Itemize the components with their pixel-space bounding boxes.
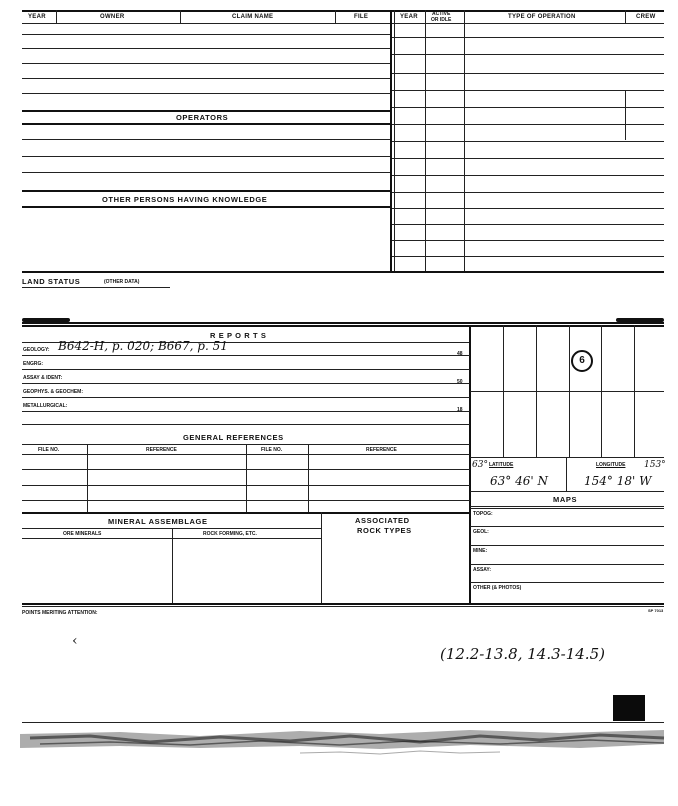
report-label-geology: GEOLOGY:	[23, 347, 50, 353]
associated-rock-types-line1: ASSOCIATED	[355, 516, 410, 525]
maps-topog: TOPOG:	[473, 511, 493, 517]
report-label-metallurgical: METALLURGICAL:	[23, 403, 68, 409]
operators-label: OPERATORS	[176, 113, 229, 122]
header-active-line2: OR IDLE	[431, 17, 452, 23]
genref-header-reference-2: REFERENCE	[366, 447, 397, 453]
other-persons-label: OTHER PERSONS HAVING KNOWLEDGE	[102, 195, 268, 204]
reports-title: R E P O R T S	[210, 331, 267, 340]
genref-header-file-no-2: FILE NO.	[261, 447, 283, 453]
header-file: FILE	[354, 14, 369, 20]
associated-rock-types-line2: ROCK TYPES	[357, 526, 412, 535]
header-owner: OWNER	[100, 14, 125, 20]
header-year: YEAR	[28, 14, 46, 20]
maps-geol: GEOL:	[473, 529, 489, 535]
header-year-2: YEAR	[400, 14, 418, 20]
genref-header-file-no-1: FILE NO.	[38, 447, 60, 453]
form-code: SP 7013	[648, 608, 664, 613]
maps-title: MAPS	[553, 495, 578, 504]
report-label-engrg: ENGRG:	[23, 361, 43, 367]
mineral-assemblage-title: MINERAL ASSEMBLAGE	[108, 517, 208, 526]
header-claim-name: CLAIM NAME	[232, 14, 274, 20]
stray-mark: ‹	[72, 633, 78, 649]
circled-location-marker	[571, 350, 593, 372]
general-references-title: GENERAL REFERENCES	[183, 433, 284, 442]
maps-assay: ASSAY:	[473, 567, 492, 573]
longitude-suffix: 153°	[644, 460, 666, 470]
genref-header-reference-1: REFERENCE	[146, 447, 177, 453]
longitude-value: 154° 18' W	[584, 474, 652, 488]
latitude-prefix: 63°	[472, 460, 488, 470]
report-label-geophys: GEOPHYS. & GEOCHEM:	[23, 389, 84, 395]
scan-noise-strip	[0, 718, 678, 778]
report-number-metallurgical: 18	[457, 407, 463, 413]
maps-other: OTHER (& PHOTOS)	[473, 585, 522, 591]
report-label-assay: ASSAY & IDENT:	[23, 375, 63, 381]
longitude-label: LONGITUDE	[596, 462, 626, 468]
handwritten-range-note: (12.2-13.8, 14.3-14.5)	[440, 645, 605, 663]
header-type-of-operation: TYPE OF OPERATION	[508, 14, 576, 20]
ore-minerals-label: ORE MINERALS	[63, 531, 102, 537]
latitude-value: 63° 46' N	[490, 474, 548, 488]
report-number-geology: 48	[457, 351, 463, 357]
maps-mine: MINE:	[473, 548, 488, 554]
circled-number: 6	[579, 355, 585, 366]
header-crew: CREW	[636, 14, 656, 20]
latitude-label: LATITUDE	[489, 462, 514, 468]
report-value-geology: B642-H, p. 020; B667, p. 51	[58, 339, 228, 353]
report-number-assay: 50	[457, 379, 463, 385]
land-status-sublabel: (OTHER DATA)	[104, 279, 140, 285]
rock-forming-label: ROCK FORMING, ETC.	[203, 531, 257, 537]
header-active-line1: ACTIVE	[432, 11, 451, 17]
points-meriting-attention-label: POINTS MERITING ATTENTION:	[22, 610, 98, 616]
land-status-label: LAND STATUS	[22, 277, 81, 286]
